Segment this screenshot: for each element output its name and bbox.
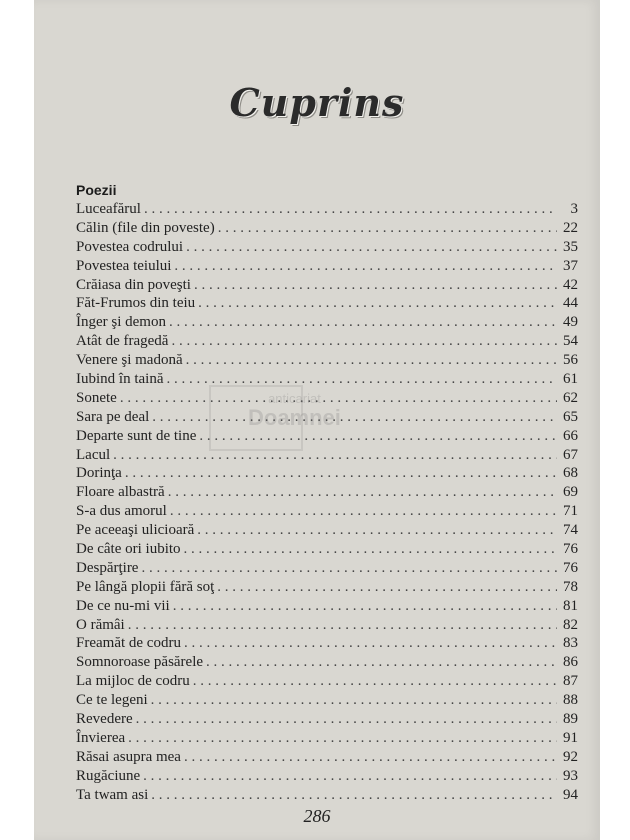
toc-entry-title: Crăiasa din poveşti	[76, 276, 191, 293]
toc-entry-title: O rămâi	[76, 616, 125, 633]
toc-entry-page: 22	[563, 219, 578, 236]
toc-entry	[76, 653, 578, 672]
toc-entry-title: De câte ori iubito	[76, 541, 181, 558]
toc-entry	[76, 370, 578, 389]
toc-entry	[76, 446, 578, 465]
toc-entry	[76, 672, 578, 691]
toc-entry-page: 76	[563, 559, 578, 576]
toc-entry-title: Departe sunt de tine	[76, 427, 197, 444]
section-heading: Poezii	[76, 182, 117, 198]
dot-leader	[184, 540, 557, 559]
toc-entry	[76, 200, 578, 219]
toc-entry	[76, 332, 578, 351]
dot-leader	[173, 597, 557, 616]
toc-entry	[76, 238, 578, 257]
toc-entry	[76, 634, 578, 653]
dot-leader	[168, 483, 557, 502]
toc-entry-page: 62	[563, 389, 578, 406]
toc-entry	[76, 521, 578, 540]
toc-entry	[76, 540, 578, 559]
toc-entry-title: Călin (file din poveste)	[76, 219, 215, 236]
toc-entry-title: Ta twam asi	[76, 786, 149, 803]
toc-entry	[76, 219, 578, 238]
toc-entry-page: 35	[563, 238, 578, 255]
toc-entry-page: 91	[563, 729, 578, 746]
dot-leader	[186, 351, 557, 370]
toc-entry	[76, 729, 578, 748]
dot-leader	[194, 276, 557, 295]
toc-entry-title: Revedere	[76, 711, 133, 728]
dot-leader	[151, 786, 557, 805]
toc-entry-title: Povestea codrului	[76, 238, 184, 255]
toc-entry-title: Pe aceeaşi ulicioară	[76, 522, 195, 539]
dot-leader	[217, 578, 557, 597]
toc-entry-title: De ce nu-mi vii	[76, 597, 170, 614]
toc-entry-page: 89	[563, 711, 578, 728]
toc-entry-page: 37	[563, 257, 578, 274]
toc-entry-title: Învierea	[76, 729, 126, 746]
toc-entry-page: 56	[563, 352, 578, 369]
watermark-logo	[248, 392, 341, 430]
dot-leader	[184, 748, 557, 767]
toc-entry-page: 66	[563, 427, 578, 444]
toc-entry-title: S-a dus amorul	[76, 503, 167, 520]
toc-entry	[76, 502, 578, 521]
toc-entry-page: 44	[563, 295, 578, 312]
dot-leader	[198, 294, 557, 313]
toc-entry	[76, 464, 578, 483]
toc-entry	[76, 748, 578, 767]
toc-entry	[76, 294, 578, 313]
toc-entry-page: 78	[563, 578, 578, 595]
dot-leader	[136, 710, 557, 729]
page-number: 286	[303, 806, 331, 826]
toc-entry-page: 86	[563, 654, 578, 671]
toc-entry-page: 49	[563, 314, 578, 331]
dot-leader	[128, 616, 557, 635]
dot-leader	[171, 332, 557, 351]
toc-entry-title: Luceafărul	[76, 201, 141, 217]
toc-entry	[76, 616, 578, 635]
toc-entry-title: Pe lângă plopii fără soţ	[76, 578, 215, 595]
toc-entry-title: Sonete	[76, 389, 117, 406]
dot-leader	[206, 653, 557, 672]
dot-leader	[125, 464, 557, 483]
toc-entry-title: Lacul	[76, 446, 111, 463]
toc-entry-page: 68	[563, 465, 578, 482]
toc-entry-title: Făt-Frumos din teiu	[76, 295, 196, 312]
toc-entry-page: 83	[563, 635, 578, 652]
toc-entry	[76, 597, 578, 616]
toc-entry-page: 82	[563, 616, 578, 633]
toc-entry-page: 87	[563, 673, 578, 690]
toc-entry	[76, 351, 578, 370]
toc-entry-page: 71	[563, 503, 578, 520]
toc-entry-page: 42	[563, 276, 578, 293]
dot-leader	[197, 521, 557, 540]
toc-entry-page: 54	[563, 333, 578, 350]
toc-entry-page: 74	[563, 522, 578, 539]
toc-entry-page: 65	[563, 408, 578, 425]
toc-entry	[76, 257, 578, 276]
toc-entry	[76, 313, 578, 332]
dot-leader	[141, 559, 557, 578]
toc-entry-page: 69	[563, 484, 578, 501]
toc-entry-page: 67	[563, 446, 578, 463]
toc-entry-title: Iubind în taină	[76, 371, 164, 388]
toc-entry-title: La mijloc de codru	[76, 673, 190, 690]
toc-entry-title: Freamăt de codru	[76, 635, 181, 652]
toc-entry-page: 3	[570, 201, 578, 217]
toc-entry-title: Rugăciune	[76, 767, 141, 784]
watermark-line2: Doamnei	[248, 405, 341, 431]
dot-leader	[128, 729, 557, 748]
toc-entry-title: Dorinţa	[76, 465, 122, 482]
toc-entry	[76, 710, 578, 729]
toc-entry	[76, 483, 578, 502]
dot-leader	[144, 200, 557, 219]
toc-entry-page: 92	[563, 748, 578, 765]
toc-entry-title: Despărţire	[76, 559, 139, 576]
dot-leader	[174, 257, 557, 276]
dot-leader	[113, 446, 557, 465]
toc-entry-title: Răsai asupra mea	[76, 748, 181, 765]
dot-leader	[184, 634, 557, 653]
toc-entry	[76, 276, 578, 295]
toc-entry	[76, 786, 578, 805]
toc-entry-page: 61	[563, 371, 578, 388]
dot-leader	[169, 313, 557, 332]
toc-entry-title: Venere şi madonă	[76, 352, 183, 369]
toc-entry	[76, 559, 578, 578]
dot-leader	[151, 691, 557, 710]
toc-entry-title: Sara pe deal	[76, 408, 150, 425]
toc-entry	[76, 578, 578, 597]
toc-entry-title: Ce te legeni	[76, 692, 148, 709]
toc-entry	[76, 691, 578, 710]
toc-entry-page: 88	[563, 692, 578, 709]
dot-leader	[218, 219, 557, 238]
toc-entry-page: 76	[563, 541, 578, 558]
dot-leader	[193, 672, 557, 691]
toc-entry-title: Înger şi demon	[76, 314, 166, 331]
dot-leader	[170, 502, 557, 521]
dot-leader	[143, 767, 557, 786]
toc-entry-page: 93	[563, 767, 578, 784]
toc-entry-title: Somnoroase păsărele	[76, 654, 204, 671]
toc-entry-title: Povestea teiului	[76, 257, 172, 274]
toc-entry-title: Floare albastră	[76, 484, 165, 501]
watermark-line1: anticariat	[268, 391, 321, 406]
dot-leader	[186, 238, 557, 257]
toc-entry-title: Atât de fragedă	[76, 333, 169, 350]
toc-entry	[76, 767, 578, 786]
page-title: Cuprins	[229, 80, 405, 125]
toc-entry-page: 94	[563, 786, 578, 803]
table-of-contents	[76, 200, 578, 805]
toc-entry-page: 81	[563, 597, 578, 614]
